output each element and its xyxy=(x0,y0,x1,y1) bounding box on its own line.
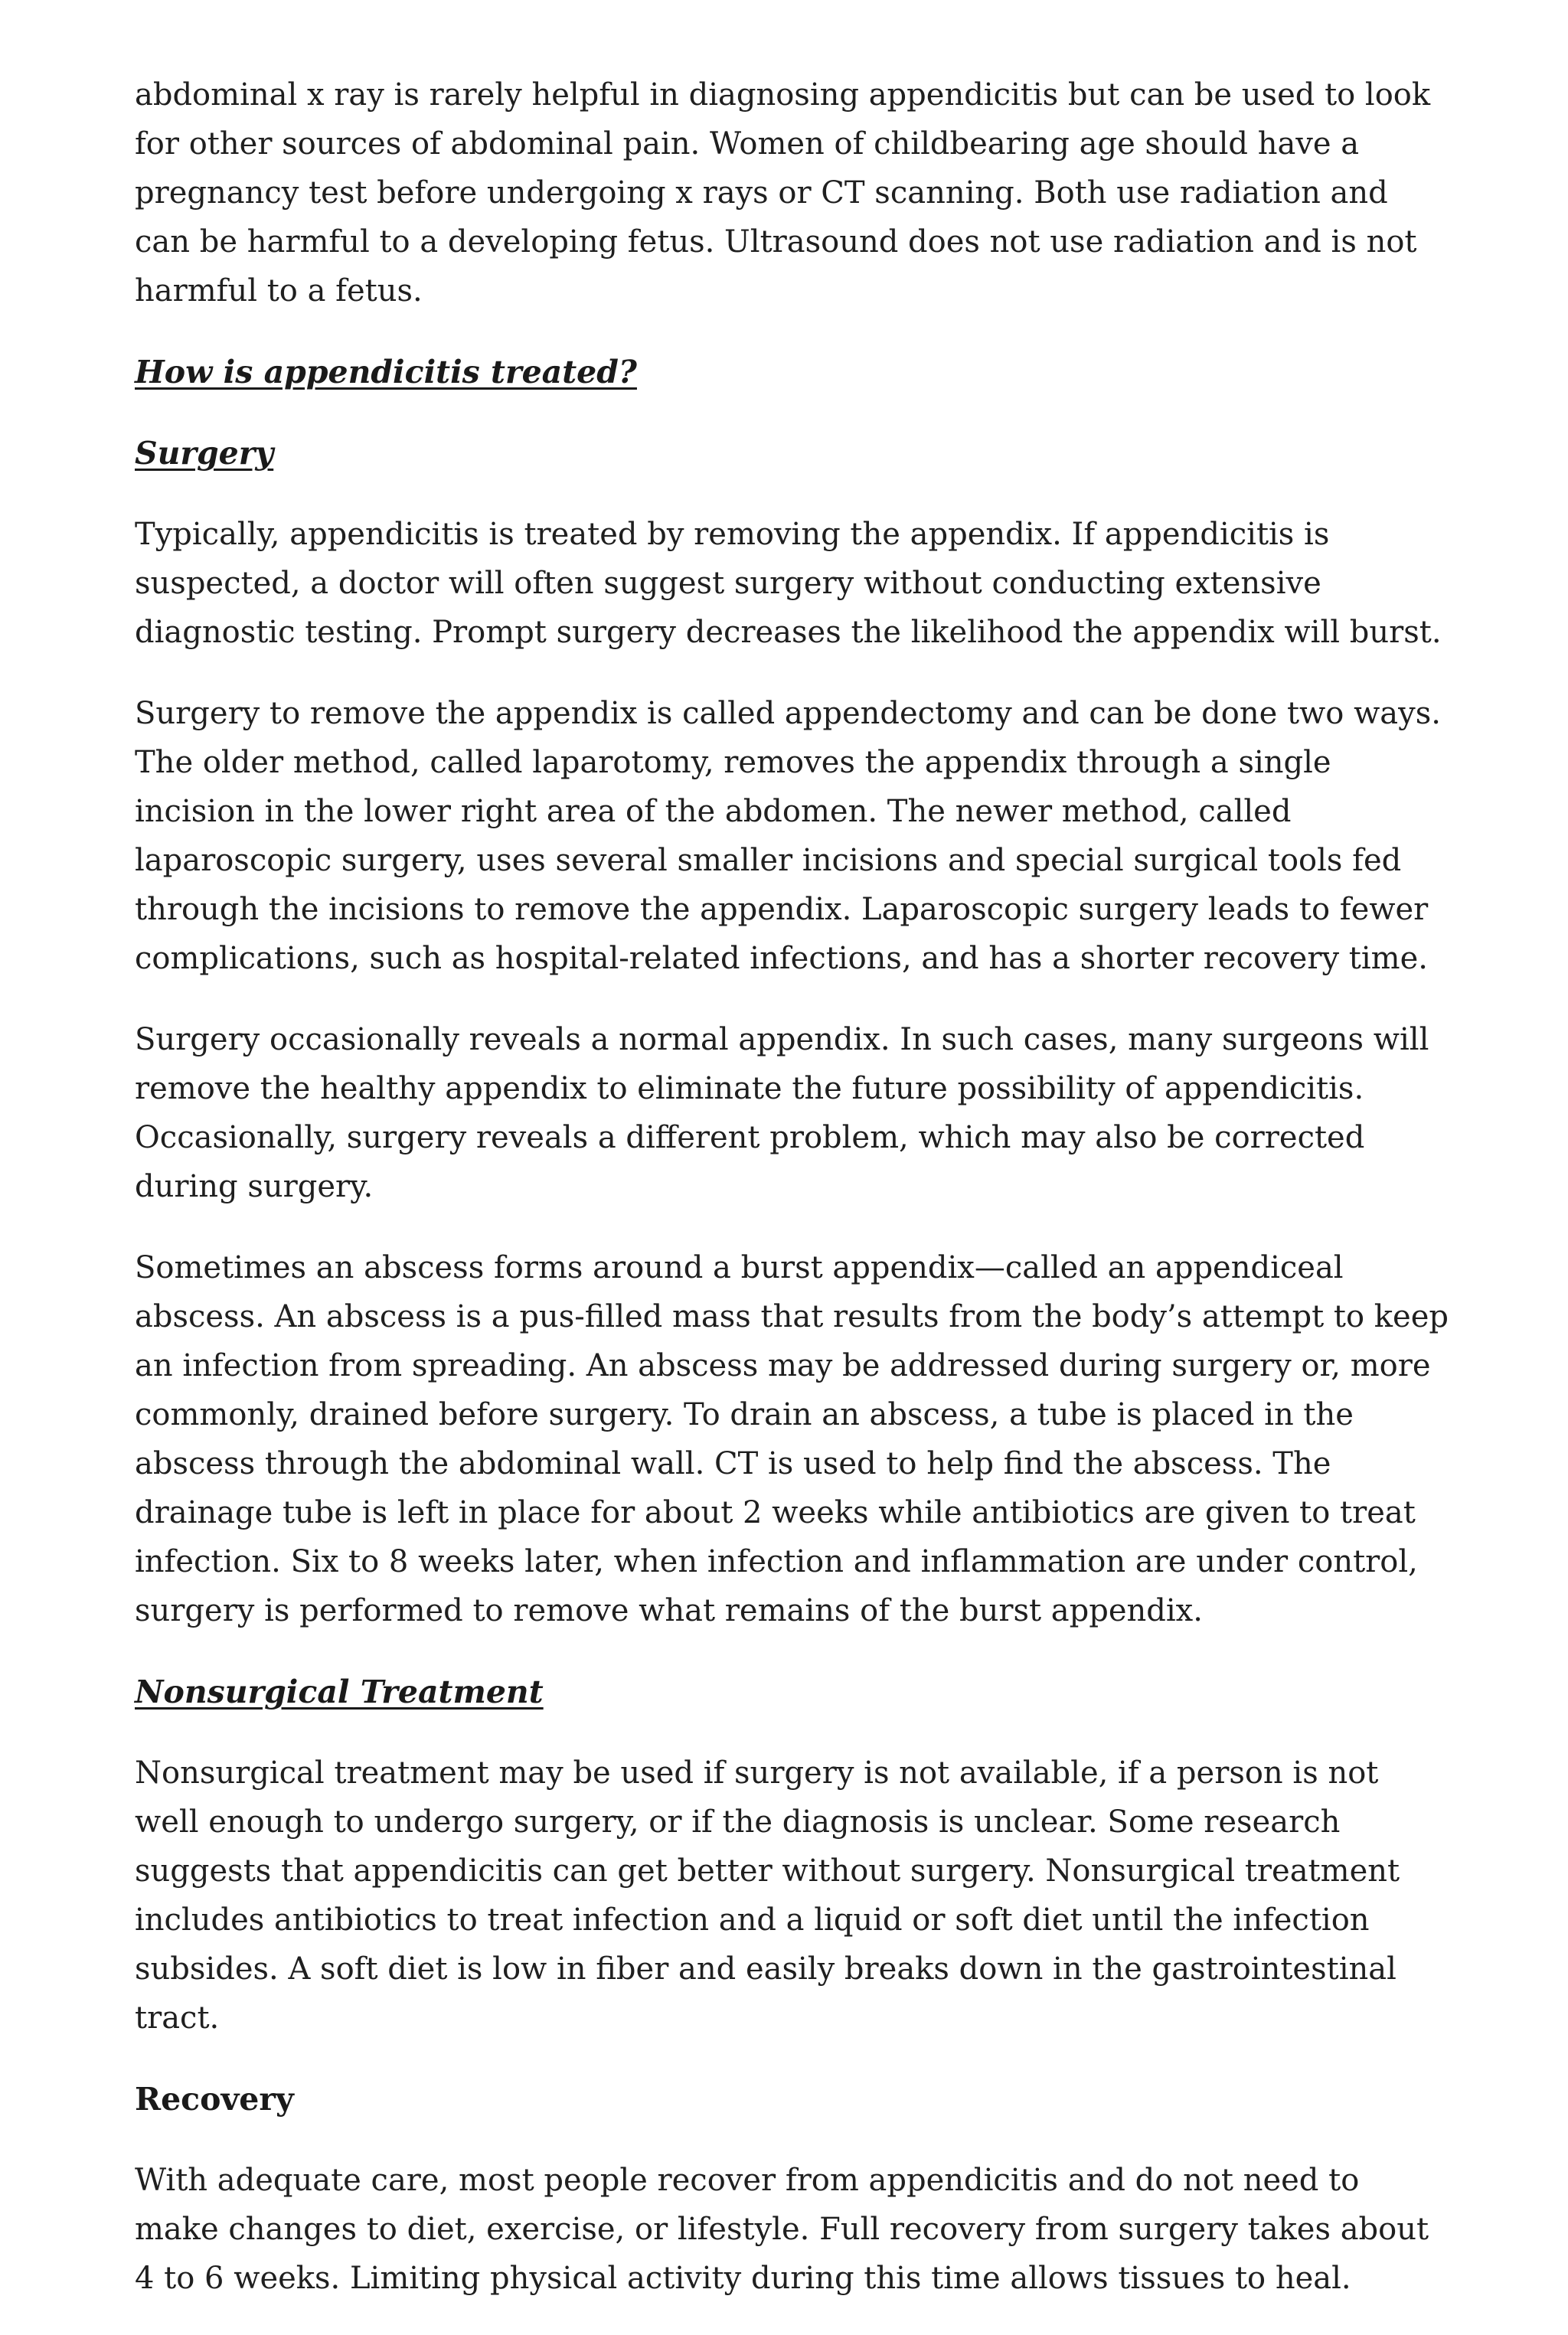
heading-surgery: Surgery xyxy=(135,435,274,472)
heading-nonsurgical-treatment: Nonsurgical Treatment xyxy=(135,1674,544,1710)
paragraph-imaging-intro: abdominal x ray is rarely helpful in diagnosing appendicitis but can be used to look for other sources of abdominal pain. Women of childbearing age should have a pregnancy test before undergoing x rays or CT scanning. Both use radiation and can be harmful to a developing fetus. Ultrasound does not use radiation and is not harmful to a fetus. xyxy=(135,77,1431,309)
paragraph-appendiceal-abscess: Sometimes an abscess forms around a burst appendix—called an appendiceal abscess. An abscess is a pus-filled mass that results from the body’s attempt to keep an infection from spreading. An abscess may be addressed during surgery or, more commonly, drained before surgery. To drain an abscess, a tube is placed in the abscess through the abdominal wall. CT is used to help find the abscess. The drainage tube is left in place for about 2 weeks while antibiotics are given to treat infection. Six to 8 weeks later, when infection and inflammation are under control, surgery is performed to remove what remains of the burst appendix. xyxy=(135,1250,1449,1628)
heading-recovery: Recovery xyxy=(135,2081,294,2118)
paragraph-normal-appendix: Surgery occasionally reveals a normal appendix. In such cases, many surgeons will remove the healthy appendix to eliminate the future possibility of appendicitis. Occasionally, surgery reveals a different problem, which may also be corrected during surgery. xyxy=(135,1022,1429,1204)
paragraph-recovery: With adequate care, most people recover from appendicitis and do not need to make changes to diet, exercise, or lifestyle. Full recovery from surgery takes about 4 to 6 weeks. Limiting physical activity during this time allows tissues to heal. xyxy=(135,2163,1429,2296)
heading-how-is-appendicitis-treated: How is appendicitis treated? xyxy=(135,354,637,390)
paragraph-appendectomy-methods: Surgery to remove the appendix is called appendectomy and can be done two ways. The older method, called laparotomy, removes the appendix through a single incision in the lower right area of the abdomen. The newer method, called laparoscopic surgery, uses several smaller incisions and special surgical tools fed through the incisions to remove the appendix. Laparoscopic surgery leads to fewer complications, such as hospital-related infections, and has a shorter recovery time. xyxy=(135,696,1441,976)
document-page xyxy=(135,70,1452,2335)
paragraph-nonsurgical-treatment: Nonsurgical treatment may be used if surgery is not available, if a person is not well enough to undergo surgery, or if the diagnosis is unclear. Some research suggests that appendicitis can get better without surgery. Nonsurgical treatment includes antibiotics to treat infection and a liquid or soft diet until the infection subsides. A soft diet is low in fiber and easily breaks down in the gastrointestinal tract. xyxy=(135,1755,1400,2036)
paragraph-surgery-removal: Typically, appendicitis is treated by removing the appendix. If appendicitis is suspected, a doctor will often suggest surgery without conducting extensive diagnostic testing. Prompt surgery decreases the likelihood the appendix will burst. xyxy=(135,517,1442,650)
